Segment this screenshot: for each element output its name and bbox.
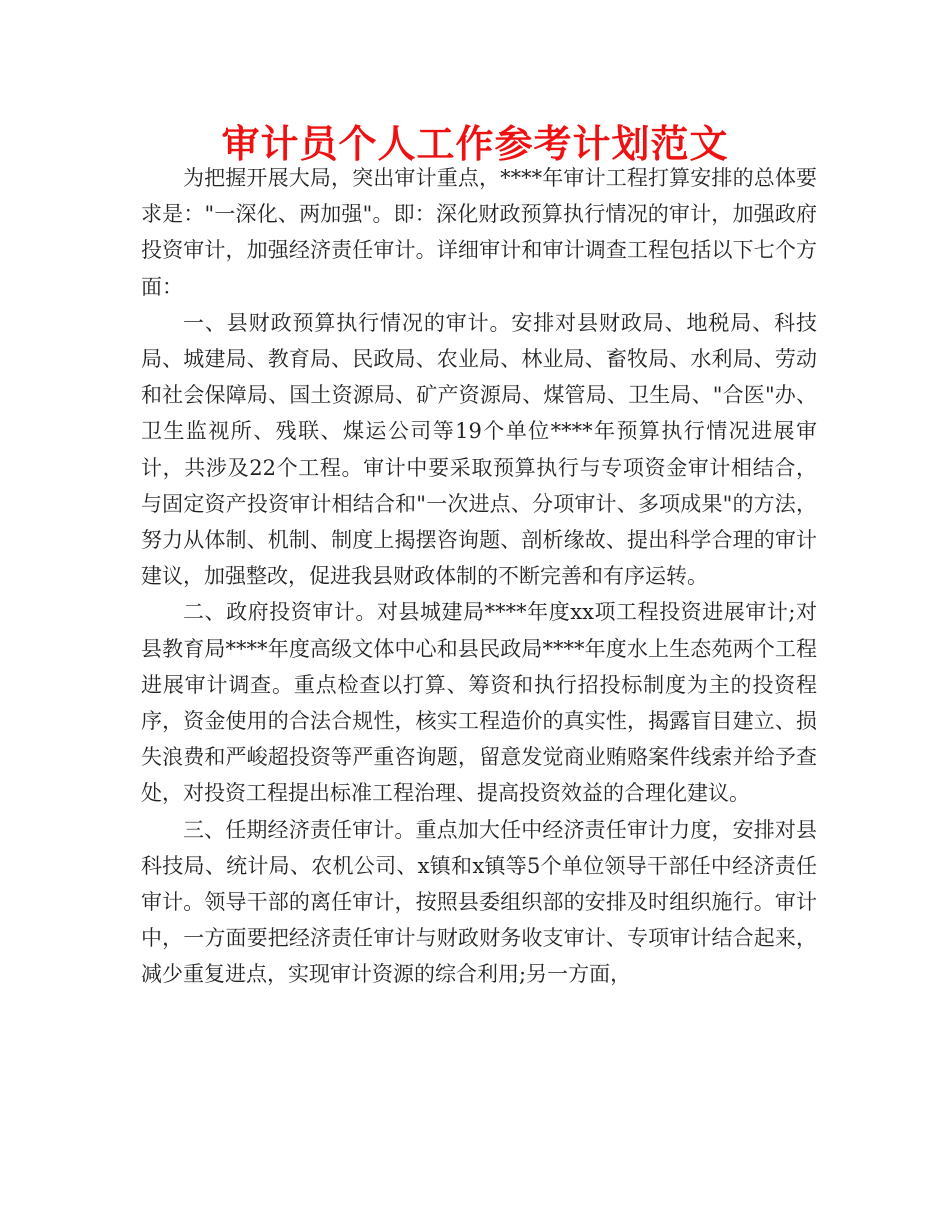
document-title: 审计员个人工作参考计划范文 [221, 122, 729, 166]
paragraph-section-2: 二、政府投资审计。对县城建局****年度xx项工程投资进展审计;对县教育局****年度高级文体中心和县民政局****年度水上生态苑两个工程进展审计调查。重点检查以打算、筹资和执行招投标制度为主的投资程序，资金使用的合法合规性，核实工程造价的真实性，揭露盲目建立、损失浪费和严峻超投资等严重咨询题，留意发觉商业贿赂案件线索并给予查处，对投资工程提出标准工程治理、提高投资效益的合理化建议。 [141, 600, 817, 806]
paragraph-section-1: 一、县财政预算执行情况的审计。安排对县财政局、地税局、科技局、城建局、教育局、民政局、农业局、林业局、畜牧局、水利局、劳动和社会保障局、国土资源局、矿产资源局、煤管局、卫生局、"合医"办、卫生监视所、残联、煤运公司等19个单位****年预算执行情况进展审计，共涉及22个工程。审计中要采取预算执行与专项资金审计相结合，与固定资产投资审计相结合和"一次进点、分项审计、多项成果"的方法，努力从体制、机制、制度上揭摆咨询题、剖析缘故、提出科学合理的审计建议，加强整改，促进我县财政体制的不断完善和有序运转。 [141, 310, 817, 589]
paragraph-intro: 为把握开展大局，突出审计重点，****年审计工程打算安排的总体要求是："一深化、两加强"。即：深化财政预算执行情况的审计，加强政府投资审计，加强经济责任审计。详细审计和审计调查工程包括以下七个方面： [141, 166, 817, 299]
paragraph-section-3: 三、任期经济责任审计。重点加大任中经济责任审计力度，安排对县科技局、统计局、农机公司、x镇和x镇等5个单位领导干部任中经济责任审计。领导干部的离任审计，按照县委组织部的安排及时组织施行。审计中，一方面要把经济责任审计与财政财务收支审计、专项审计结合起来，减少重复进点，实现审计资源的综合利用;另一方面， [141, 817, 817, 987]
document-body [141, 160, 817, 993]
